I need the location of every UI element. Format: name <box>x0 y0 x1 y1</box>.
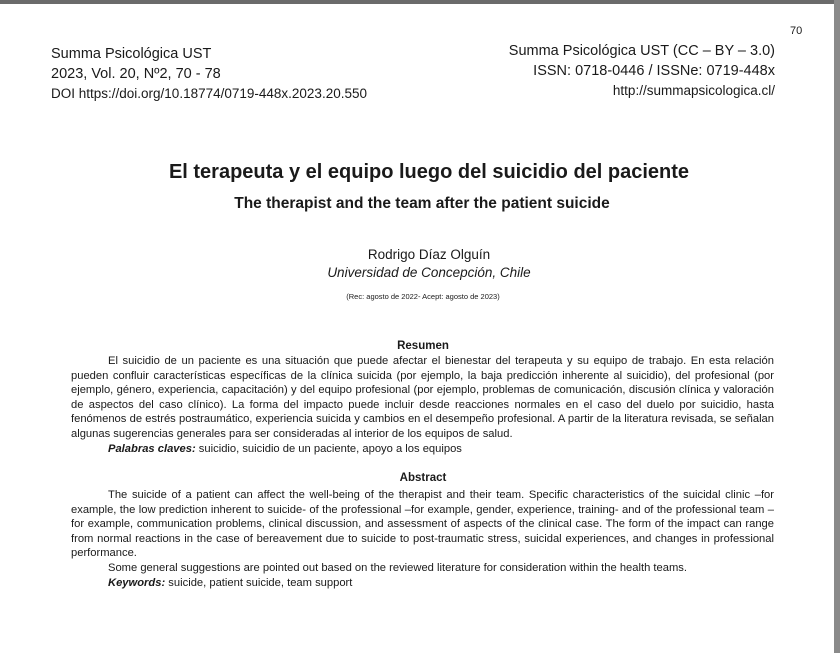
title-english: The therapist and the team after the patient suicide <box>234 195 610 212</box>
page-border-top <box>0 0 840 4</box>
resumen-block <box>71 354 774 456</box>
abstract-heading: Abstract <box>399 472 447 484</box>
journal-name: Summa Psicológica UST <box>51 46 212 62</box>
volume-info: 2023, Vol. 20, Nº2, 70 - 78 <box>51 66 221 82</box>
page-border-right <box>834 0 840 653</box>
title-spanish: El terapeuta y el equipo luego del suicidio del paciente <box>168 161 690 183</box>
abstract-keywords-label: Keywords: <box>108 576 166 589</box>
resumen-keywords <box>71 442 774 457</box>
header-left <box>51 44 367 104</box>
doi-link[interactable]: DOI https://doi.org/10.18774/0719-448x.2023.20.550 <box>51 86 367 101</box>
resumen-heading: Resumen <box>397 340 449 352</box>
abstract-block <box>71 488 774 590</box>
abstract-keywords-text: suicide, patient suicide, team support <box>165 576 353 589</box>
submission-dates: (Rec: agosto de 2022- Acept: agosto de 2023) <box>346 292 500 301</box>
issn-info: ISSN: 0718-0446 / ISSNe: 0719-448x <box>533 62 775 79</box>
license-info: Summa Psicológica UST (CC – BY – 3.0) <box>508 43 775 59</box>
author-affiliation: Universidad de Concepción, Chile <box>327 265 531 280</box>
abstract-text-2: Some general suggestions are pointed out based on the reviewed literature for consideration within the health teams. <box>108 561 687 574</box>
resumen-keywords-label: Palabras claves: <box>108 442 196 455</box>
resumen-text: El suicidio de un paciente es una situación que puede afectar el bienestar del terapeuta y su equipo de trabajo. En esta relación pueden confluir características específicas de la clínica suicida (por ejemplo, la baja predicción inherente al suicidio), del profesional (por ejemplo, género, experiencia, capacitación) y del equipo profesional (por ejemplo, problemas de comunicación, discusión clínica y valoración de aspectos del caso clínico). La forma del impacto puede incluir desde reacciones normales en el caso del duelo por suicidio, hasta fenómenos de estrés postraumático, experiencia suicida y cambios en el desempeño profesional. A partir de la literatura revisada, se señalan algunas sugerencias generales para ser consideradas al interior de los equipos de salud. <box>71 355 774 440</box>
author-name: Rodrigo Díaz Olguín <box>367 247 491 262</box>
abstract-text-1: The suicide of a patient can affect the well-being of the therapist and their team. Specific characteristics of the suicidal clinic –for example, the low prediction inherent to suicide- of the professional –for example, gender, experience, training- and of the professional team –for example, communication problems, clinical discussion, and assessment of aspects of the clinical case. The form of the impact can range from normal reactions in the case of bereavement due to suicide to post-traumatic stress, suicidal experiences, and changes in professional performance. <box>71 489 774 560</box>
journal-url-link[interactable]: http://summapsicologica.cl/ <box>612 83 775 98</box>
page-number: 70 <box>790 25 803 37</box>
header-right <box>509 42 775 101</box>
resumen-keywords-text: suicidio, suicidio de un paciente, apoyo a los equipos <box>195 442 462 455</box>
abstract-keywords <box>71 576 774 591</box>
